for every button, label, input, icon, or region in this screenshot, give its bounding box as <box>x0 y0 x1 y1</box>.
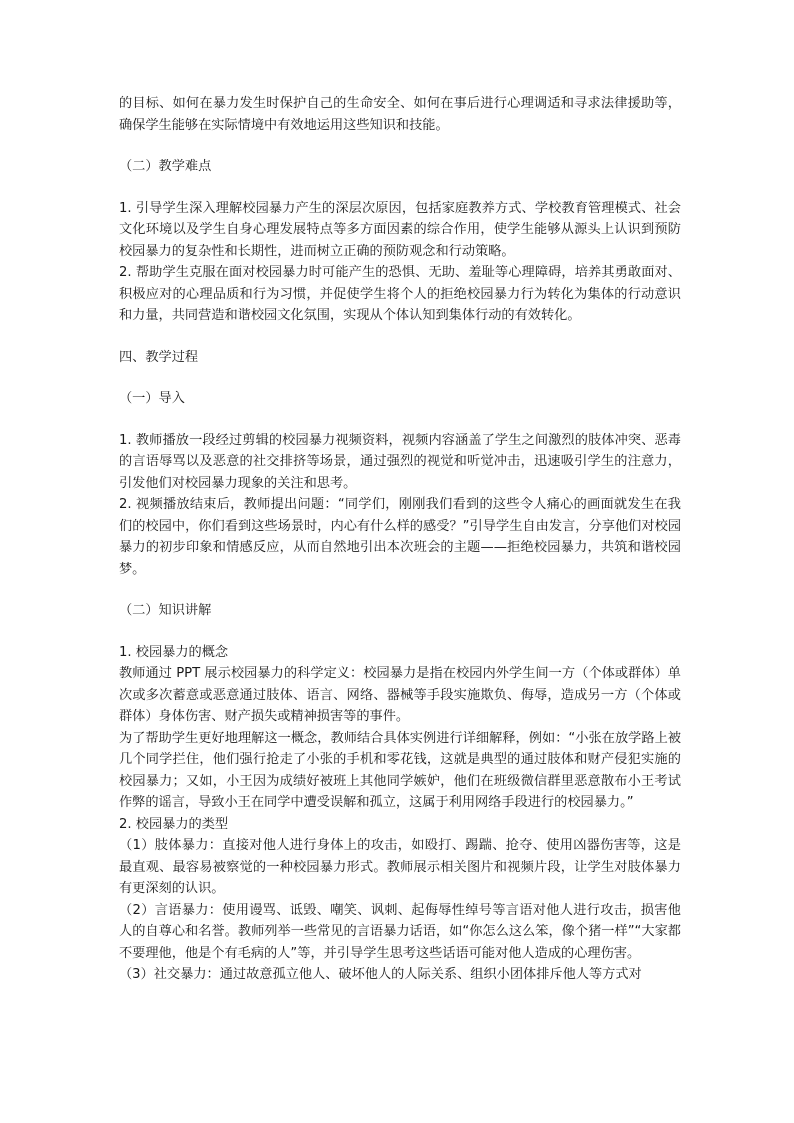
para-intro-1: 1. 教师播放一段经过剪辑的校园暴力视频资料，视频内容涵盖了学生之间激烈的肢体冲突、恶毒的言语辱骂以及恶意的社交排挤等场景，通过强烈的视觉和听觉冲击，迅速吸引学生的注意力，引发他们对校园暴力现象的关注和思考。 <box>119 432 681 491</box>
heading-teaching-process: 四、教学过程 <box>119 349 199 365</box>
para-intro-2: 2. 视频播放结束后，教师提出问题：“同学们，刚刚我们看到的这些令人痛心的画面就发生在我们的校园中，你们看到这些场景时，内心有什么样的感受？”引导学生自由发言，分享他们对校园暴力的初步印象和情感反应，从而自然地引出本次班会的主题——拒绝校园暴力，共筑和谐校园梦。 <box>119 497 681 577</box>
heading-teaching-difficulties: （二）教学难点 <box>119 159 212 174</box>
heading-knowledge-explanation: （二）知识讲解 <box>119 603 212 618</box>
para-difficulty-2: 2. 帮助学生克服在面对校园暴力时可能产生的恐惧、无助、羞耻等心理障碍，培养其勇敢面对、积极应对的心理品质和行为习惯，并促使学生将个人的拒绝校园暴力行为转化为集体的行动意识和力量，共同营造和谐校园文化氛围，实现从个体认知到集体行动的有效转化。 <box>119 265 681 323</box>
paragraph-spacer <box>119 410 681 430</box>
para-type-verbal: （2）言语暴力：使用谩骂、诋毁、嘲笑、讽刺、起侮辱性绰号等言语对他人进行攻击，损害他人的自尊心和名誉。教师列举一些常见的言语暴力话语，如“你怎么这么笨，像个猪一样”“大家都不要理他，他是个有毛病的人”等，并引导学生思考这些话语可能对他人造成的心理伤害。 <box>119 902 681 961</box>
paragraph-spacer <box>119 580 681 600</box>
para-goal-continuation: 的目标、如何在暴力发生时保护自己的生命安全、如何在事后进行心理调适和寻求法律援助等，确保学生能够在实际情境中有效地运用这些知识和技能。 <box>119 96 681 133</box>
para-concept-example: 为了帮助学生更好地理解这一概念，教师结合具体实例进行详细解释，例如：“小张在放学路上被几个同学拦住，他们强行抢走了小张的手机和零花钱，这就是典型的通过肢体和财产侵犯实施的校园暴力；又如，小王因为成绩好被班上其他同学嫉妒，他们在班级微信群里恶意散布小王考试作弊的谣言，导致小王在同学中遭受误解和孤立，这属于利用网络手段进行的校园暴力。” <box>119 730 681 810</box>
paragraph-spacer <box>119 622 681 642</box>
paragraph-spacer <box>119 178 681 198</box>
document-page <box>119 93 681 986</box>
para-types-title: 2. 校园暴力的类型 <box>119 816 229 832</box>
paragraph-spacer <box>119 327 681 347</box>
paragraph-spacer <box>119 136 681 156</box>
para-type-social: （3）社交暴力：通过故意孤立他人、破坏他人的人际关系、组织小团体排斥他人等方式对 <box>119 967 642 982</box>
para-concept-title: 1. 校园暴力的概念 <box>119 644 229 660</box>
para-concept-definition: 教师通过 PPT 展示校园暴力的科学定义：校园暴力是指在校园内外学生间一方（个体或群体）单次或多次蓄意或恶意通过肢体、语言、网络、器械等手段实施欺负、侮辱，造成另一方（个体或群体）身体伤害、财产损失或精神损害等的事件。 <box>119 666 681 724</box>
heading-introduction: （一）导入 <box>119 391 185 406</box>
para-difficulty-1: 1. 引导学生深入理解校园暴力产生的深层次原因，包括家庭教养方式、学校教育管理模式、社会文化环境以及学生自身心理发展特点等多方面因素的综合作用，使学生能够从源头上认识到预防校园暴力的复杂性和长期性，进而树立正确的预防观念和行动策略。 <box>119 200 681 259</box>
paragraph-spacer <box>119 368 681 388</box>
para-type-physical: （1）肢体暴力：直接对他人进行身体上的攻击，如殴打、踢踹、抢夺、使用凶器伤害等，这是最直观、最容易被察觉的一种校园暴力形式。教师展示相关图片和视频片段，让学生对肢体暴力有更深刻的认识。 <box>119 838 681 896</box>
